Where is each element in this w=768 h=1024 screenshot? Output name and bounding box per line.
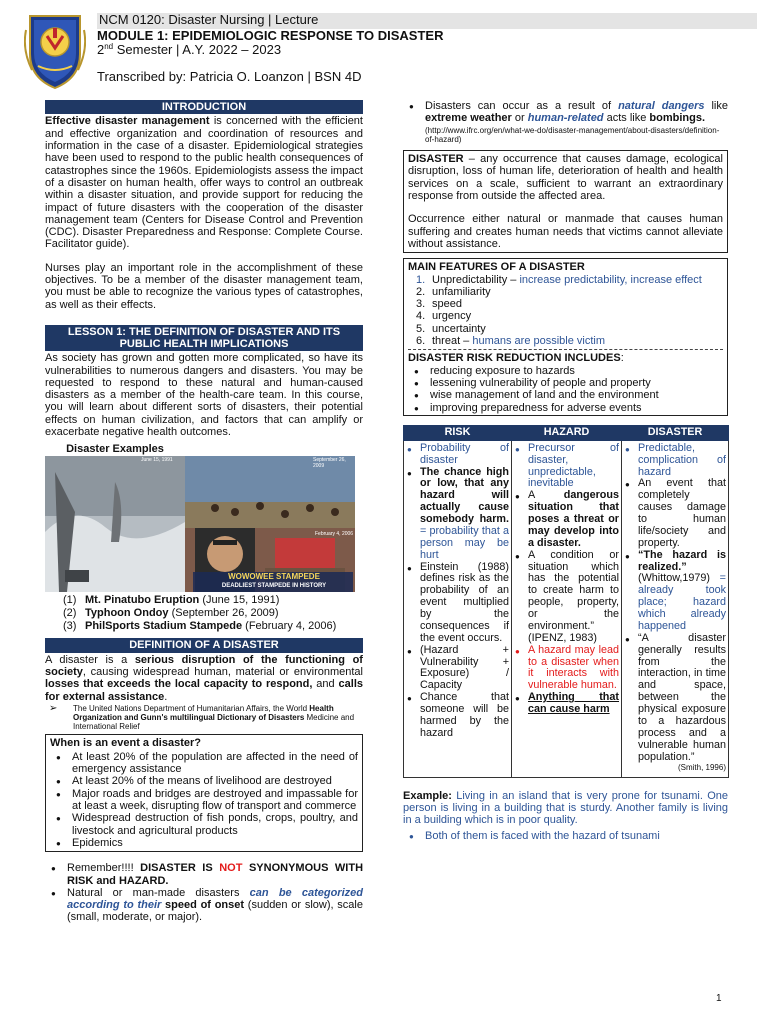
- semester-text: Semester | A.Y. 2022 – 2023: [113, 42, 282, 57]
- disaster-item: ● Predictable, complication of hazard: [624, 443, 726, 479]
- categorized-text: Natural or man-made disasters: [67, 886, 250, 899]
- hazard-item: ● A hazard may lead to a disaster when it interacts with vulnerable human.: [514, 645, 619, 693]
- disaster-definition-box: [403, 150, 728, 253]
- example-number: (2): [63, 607, 77, 620]
- disaster-def-1: [408, 153, 723, 202]
- feature-number: 1.: [416, 273, 426, 286]
- list-item: ● wise management of land and the environment: [408, 389, 723, 401]
- risk-item: ● Einstein (1988) defines risk as the probability of an event multiplied by the consequences if the event occurs.: [406, 562, 509, 645]
- example-date: (June 15, 1991): [199, 594, 280, 607]
- feature-text: uncertainty: [432, 322, 486, 335]
- feature-number: 6.: [416, 335, 426, 348]
- drr-title: [408, 352, 723, 364]
- feature-item: [416, 335, 723, 347]
- definition-paragraph: [45, 654, 363, 703]
- hazard-item: [514, 490, 619, 549]
- semester-line: [97, 43, 281, 58]
- risk-item: [406, 467, 509, 562]
- categorized-text: (sudden or slow), scale (small, moderate, or major).: [67, 899, 363, 924]
- definition-text: A disaster is a: [45, 653, 135, 666]
- disaster-item: ● An event that completely causes damage to human life/society and property.: [624, 478, 726, 549]
- list-item: ● reducing exposure to hazards: [408, 365, 723, 377]
- transcriber-line: Transcribed by: Patricia O. Loanzon | BSN 4D: [97, 69, 362, 84]
- column-header-disaster: DISASTER: [622, 425, 729, 440]
- risk-hazard-disaster-table: [403, 425, 729, 778]
- features-title: MAIN FEATURES OF A DISASTER: [408, 261, 585, 274]
- photo-banner-2: DEADLIEST STAMPEDE IN HISTORY: [221, 583, 327, 590]
- intro-text: is concerned with the efficient and effective organization and coordination of resources and information in the case of a disaster. Epidemiological strategies have been used to respond to the public health consequences of catastrophes since the 1960s. Epidemiologists assess the impact of a disaster on human health, offer ways to control an outbreak within a disaster situation, and provide support for reducing the impact of future disasters with the cooperation of the disaster management team (Centers for Disease Control and Prevention (CDC). Disaster Preparedness and Response: Complete Course. Facilitator guide).: [45, 115, 363, 251]
- remember-note: [45, 862, 363, 887]
- list-item: ● improving preparedness for adverse events: [408, 402, 723, 414]
- disaster-text: “A disaster generally results from the interaction, in time and space, between the physical exposure to a hazardous process and a vulnerable human population.”: [638, 631, 726, 763]
- drr-title-colon: :: [620, 352, 624, 365]
- disaster-item: [624, 633, 726, 773]
- module-title: MODULE 1: EPIDEMIOLOGIC RESPONSE TO DISASTER: [97, 28, 444, 43]
- occur-emphasis: natural dangers: [618, 100, 705, 112]
- example-item: [63, 620, 363, 633]
- disaster-cell: [622, 440, 729, 777]
- risk-item: ● (Hazard + Vulnerability + Exposure) / Capacity: [406, 645, 509, 693]
- semester-number: 2: [97, 42, 105, 57]
- feature-number: 5.: [416, 322, 426, 335]
- column-header-risk: RISK: [404, 425, 512, 440]
- examples-list: [45, 594, 363, 633]
- occur-text: like: [704, 100, 728, 112]
- definition-text: .: [164, 690, 168, 703]
- page-header: [0, 0, 768, 100]
- definition-heading: DEFINITION OF A DISASTER: [45, 638, 363, 652]
- lesson-1-paragraph: As society has grown and gotten more complicated, so have its vulnerabilities to numerous dangers and disasters. You may be requested to respond to these natural and human-caused disasters as a member of the health-care team. In this course, you will learn about different sorts of disasters, their potential effects on human civilization, and factors that can amplify or exacerbate negative health outcomes.: [45, 352, 363, 439]
- risk-bold: The chance high or low, that any hazard will actually cause somebody harm.: [420, 465, 509, 526]
- feature-text: urgency: [432, 310, 472, 323]
- categorized-bold: speed: [161, 899, 197, 912]
- when-disaster-box: [45, 734, 363, 852]
- photo-date-3: February 4, 2006: [315, 531, 354, 538]
- disaster-def-text: – any occurrence that causes damage, ecological disruption, loss of human life, deterioration of health and health services on a scale, sufficient to warrant an extraordinary response from outside the affected area.: [408, 153, 723, 202]
- example-number: (3): [63, 620, 77, 633]
- example-date: (September 26, 2009): [168, 607, 279, 620]
- definition-bold: serious disruption of the functioning of society: [45, 653, 363, 678]
- feature-item: [416, 310, 723, 322]
- risk-item: ● Probability of disaster: [406, 443, 509, 467]
- disaster-def-bold: DISASTER: [408, 153, 464, 165]
- example-name: PhilSports Stadium Stampede: [85, 620, 243, 633]
- occurrence-list: [403, 100, 728, 144]
- occurrence-note: [403, 100, 728, 144]
- example-item: [63, 594, 363, 607]
- occur-text: or: [511, 112, 528, 125]
- when-disaster-title: When is an event a disaster?: [50, 737, 201, 750]
- remember-not: NOT: [219, 862, 243, 875]
- disaster-def-2: Occurrence either natural or manmade that causes human suffering and creates human needs that victims cannot alleviate without assistance.: [408, 213, 723, 250]
- categorized-note: [45, 887, 363, 924]
- disaster-examples-photo: [45, 442, 355, 592]
- introduction-heading: INTRODUCTION: [45, 100, 363, 114]
- intro-paragraph-2: Nurses play an important role in the accomplishment of these objectives. To be a member of the disaster management team, you must be able to recognize the various types of catastrophes, as well as their effects.: [45, 261, 363, 311]
- definition-text: , causing widespread human, material or environmental: [82, 665, 363, 678]
- feature-note: increase predictability, increase effect: [519, 273, 702, 286]
- list-item: ● lessening vulnerability of people and property: [408, 377, 723, 389]
- feature-number: 3.: [416, 298, 426, 311]
- disaster-note: = already took place; hazard which already happened: [638, 572, 726, 632]
- disaster-citation: (Smith, 1996): [677, 763, 726, 773]
- source-text: The United Nations Department of Humanitarian Affairs, the World: [73, 703, 310, 713]
- definition-bold: calls for external assistance: [45, 678, 364, 703]
- list-item: ● At least 20% of the means of livelihood are destroyed: [50, 775, 358, 787]
- feature-item: [416, 298, 723, 310]
- remember-text: Remember!!!!: [67, 862, 141, 875]
- occur-bold: bombings.: [649, 112, 705, 125]
- intro-paragraph-1: [45, 115, 363, 250]
- feature-item: [416, 274, 723, 286]
- lesson-1-heading: LESSON 1: THE DEFINITION OF DISASTER AND ITS PUBLIC HEALTH IMPLICATIONS: [45, 325, 363, 351]
- feature-text: speed: [432, 298, 462, 311]
- feature-text: Unpredictability –: [432, 273, 520, 286]
- categorized-emphasis: can be categorized according to their: [67, 886, 363, 912]
- definition-bold: losses that exceeds the local capacity to respond,: [45, 678, 313, 691]
- list-item: ● At least 20% of the population are affected in the need of emergency assistance: [50, 751, 358, 776]
- feature-item: [416, 286, 723, 298]
- feature-text: unfamiliarity: [432, 285, 491, 298]
- example-paragraph: [403, 790, 728, 827]
- list-item: ● Major roads and bridges are destroyed and impassable for at least a week, disrupting flow of transport and commerce: [50, 788, 358, 813]
- source-url: (http://www.ifrc.org/en/what-we-do/disaster-management/about-disasters/definition-of-hazard): [425, 125, 720, 144]
- feature-text: threat –: [432, 335, 473, 348]
- example-name: Mt. Pinatubo Eruption: [85, 594, 200, 607]
- hazard-item: ● Precursor of disaster, unpredictable, inevitable: [514, 443, 619, 491]
- hazard-item: ● Anything that can cause harm: [514, 692, 619, 716]
- risk-item: ● Chance that someone will be harmed by the hazard: [406, 692, 509, 740]
- drr-list: [408, 365, 723, 414]
- source-bold: Health Organization and Gunn's multilingual Dictionary of Disasters: [73, 703, 334, 723]
- example-label: Example:: [403, 789, 452, 802]
- page-number: 1: [716, 993, 722, 1004]
- course-title: NCM 0120: Disaster Nursing | Lecture: [97, 13, 757, 29]
- when-disaster-list: [50, 751, 358, 850]
- risk-cell: [404, 440, 512, 777]
- occur-text: Disasters can occur as a result of: [425, 100, 619, 112]
- example-bullet: ● Both of them is faced with the hazard of tsunami: [403, 830, 728, 842]
- right-column: [403, 100, 728, 842]
- occur-text: acts like: [603, 112, 650, 125]
- hazard-item: ● A condition or situation which has the potential to create harm to people, property, or the environment.” (IPENZ, 1983): [514, 550, 619, 645]
- remember-list: [45, 862, 363, 924]
- remember-bold: SYNONYMOUS WITH RISK and HAZARD.: [67, 862, 364, 887]
- disaster-bold: “The hazard is realized.”: [638, 548, 726, 573]
- list-item: ● Epidemics: [50, 837, 358, 849]
- photo-banner-1: WOWOWEE STAMPEDE: [228, 572, 320, 582]
- remember-bold: DISASTER IS: [140, 862, 220, 875]
- categorized-bold: of onset: [196, 899, 245, 912]
- disaster-text: (Whittow,1979): [638, 572, 711, 585]
- features-list: [408, 274, 723, 348]
- feature-number: 4.: [416, 310, 426, 323]
- source-text: Medicine and International Relief: [73, 713, 355, 732]
- arrow-icon: ➢: [49, 702, 58, 714]
- risk-note: = probability that a person may be hurt: [420, 524, 509, 561]
- feature-note: humans are possible victim: [472, 335, 606, 348]
- drr-title-text: DISASTER RISK REDUCTION INCLUDES: [408, 352, 621, 365]
- intro-bold: Effective disaster management: [45, 115, 210, 128]
- dashed-divider: [408, 349, 723, 350]
- occur-bold: extreme weather: [425, 112, 512, 125]
- semester-suffix: nd: [104, 42, 114, 51]
- disaster-item: [624, 550, 726, 633]
- hazard-cell: [512, 440, 622, 777]
- features-box: [403, 258, 728, 416]
- example-date: (February 4, 2006): [242, 620, 337, 633]
- feature-item: [416, 323, 723, 335]
- example-bullets: [403, 830, 728, 842]
- hazard-bold: dangerous situation that poses a threat or may develop into a disaster.: [528, 489, 619, 549]
- disaster-collage-image: [45, 442, 355, 592]
- example-number: (1): [63, 594, 77, 607]
- university-seal-icon: [24, 10, 86, 90]
- table-header-row: [404, 425, 729, 440]
- photo-date-1: June 15, 1991: [141, 457, 173, 464]
- example-item: [63, 607, 363, 620]
- list-item: ● Widespread destruction of fish ponds, crops, poultry, and livestock and agricultural products: [50, 812, 358, 837]
- definition-source: [45, 704, 363, 732]
- left-column: [45, 100, 363, 924]
- example-name: Typhoon Ondoy: [85, 607, 169, 620]
- feature-number: 2.: [416, 285, 426, 298]
- hazard-text: A: [528, 489, 564, 502]
- column-header-hazard: HAZARD: [512, 425, 622, 440]
- table-row: [404, 440, 729, 777]
- photo-title: Disaster Examples: [66, 443, 164, 456]
- occur-emphasis: human-related: [527, 112, 604, 125]
- definition-text: and: [312, 678, 339, 691]
- example-text: Living in an island that is very prone for tsunami. One person is living in a building that is sturdy. Another family is living in a building which is in poor quality.: [403, 789, 728, 827]
- photo-date-2: September 26, 2009: [313, 457, 346, 469]
